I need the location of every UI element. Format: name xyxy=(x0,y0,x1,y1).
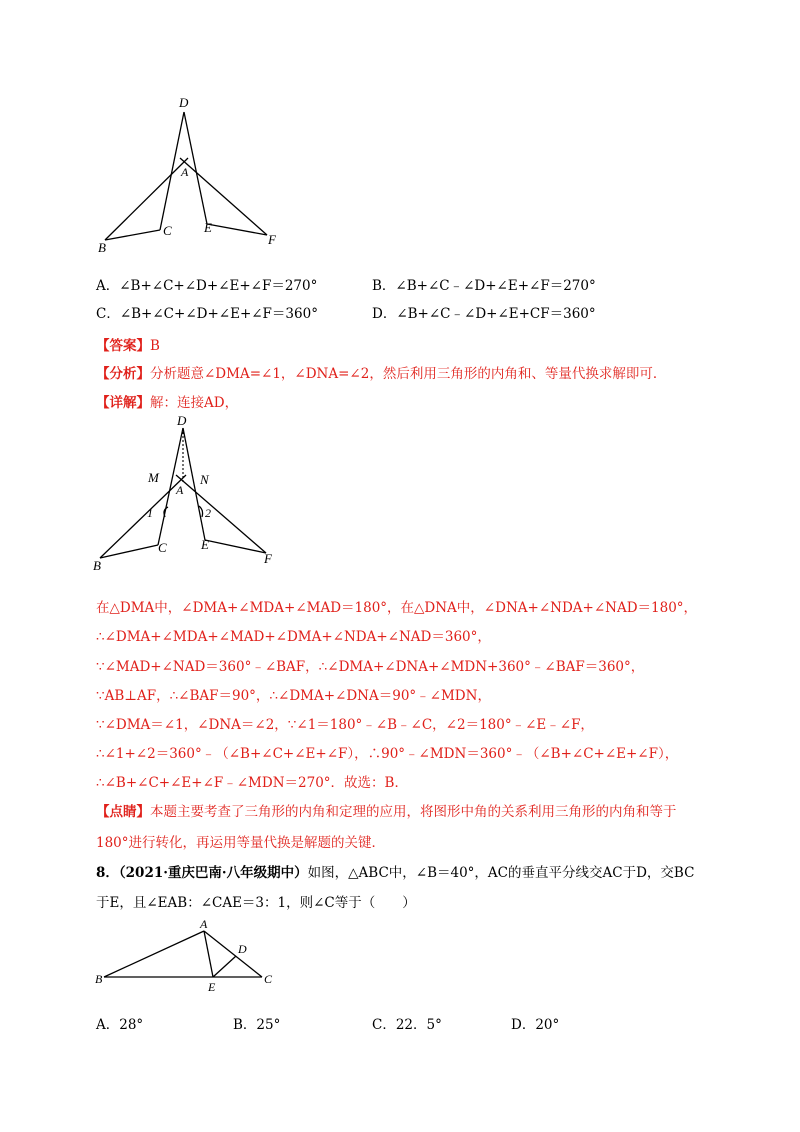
label-F: F xyxy=(264,551,272,566)
q8-option-a[interactable]: A．28° xyxy=(96,1017,144,1033)
label-B: B xyxy=(95,972,103,986)
label-1: 1 xyxy=(147,506,153,520)
solution-line-4: ∵AB⊥AF，∴∠BAF＝90°，∴∠DMA+∠DNA＝90°﹣∠MDN， xyxy=(96,688,491,704)
label-C: C xyxy=(158,540,167,555)
q8-option-b[interactable]: B．25° xyxy=(233,1017,281,1033)
solution-line-3: ∵∠MAD+∠NAD＝360°﹣∠BAF，∴∠DMA+∠DNA+∠MDN+360°﹣∠BAF＝360°， xyxy=(96,659,645,675)
option-d[interactable]: D．∠B+∠C﹣∠D+∠E+CF＝360° xyxy=(372,306,596,322)
line-BA xyxy=(104,931,204,977)
q8-option-c[interactable]: C．22．5° xyxy=(372,1017,442,1033)
label-E: E xyxy=(204,220,212,235)
solution-line-2: ∴∠DMA+∠MDA+∠MAD+∠DMA+∠NDA+∠NAD＝360°， xyxy=(96,629,491,645)
detail-tag: 【详解】 xyxy=(96,395,150,411)
analysis-line xyxy=(96,362,666,382)
label-D: D xyxy=(179,95,189,110)
line-BC xyxy=(100,545,158,558)
option-a[interactable]: A．∠B+∠C+∠D+∠E+∠F＝270° xyxy=(96,278,318,294)
label-M: M xyxy=(148,470,159,485)
label-D: D xyxy=(238,942,247,956)
line-AE xyxy=(204,931,213,977)
option-c[interactable]: C．∠B+∠C+∠D+∠E+∠F＝360° xyxy=(96,306,318,322)
comment-text-1: 本题主要考查了三角形的内角和定理的应用，将图形中角的关系利用三角形的内角和等于 xyxy=(150,804,677,820)
question-8-text-1: 如图，△ABC中，∠B＝40°，AC的垂直平分线交AC于D，交BC xyxy=(307,865,695,881)
label-F: F xyxy=(268,232,276,247)
label-A: A xyxy=(176,483,184,497)
line-AC xyxy=(204,931,262,977)
solution-line-5: ∵∠DMA＝∠1，∠DNA＝∠2，∵∠1＝180°﹣∠B﹣∠C，∠2＝180°﹣∠E﹣∠F， xyxy=(96,717,594,733)
solution-line-7: ∴∠B+∠C+∠E+∠F﹣∠MDN＝270°．故选：B． xyxy=(96,775,408,791)
label-A: A xyxy=(200,917,208,931)
figure-3 xyxy=(92,915,292,995)
label-D: D xyxy=(177,413,187,428)
comment-line-1 xyxy=(96,800,677,820)
question-8-number: 8． xyxy=(96,865,119,881)
line-FE xyxy=(205,540,266,553)
label-C: C xyxy=(264,972,273,986)
analysis-text: 分析题意∠DMA=∠1，∠DNA=∠2，然后利用三角形的内角和、等量代换求解即可． xyxy=(150,366,667,382)
line-FE xyxy=(207,224,267,235)
label-B: B xyxy=(93,558,101,573)
figure-2 xyxy=(88,410,288,575)
label-2: 2 xyxy=(205,506,211,520)
answer-line xyxy=(96,334,160,354)
label-C: C xyxy=(163,223,172,238)
line-FA xyxy=(176,475,266,553)
answer-value: B xyxy=(150,338,160,354)
label-E: E xyxy=(208,980,216,994)
question-8-line-2: 于E，且∠EAB：∠CAE＝3：1，则∠C等于（ ） xyxy=(96,895,416,911)
label-N: N xyxy=(200,472,209,487)
angle-1-arc xyxy=(164,507,168,517)
option-b[interactable]: B．∠B+∠C﹣∠D+∠E+∠F＝270° xyxy=(372,278,596,294)
label-E: E xyxy=(201,537,209,552)
q8-option-d[interactable]: D．20° xyxy=(511,1017,560,1033)
detail-text: 解：连接AD， xyxy=(150,395,239,411)
line-BA xyxy=(100,475,186,558)
analysis-tag: 【分析】 xyxy=(96,366,150,382)
line-ED xyxy=(213,956,236,977)
figure-1 xyxy=(90,92,290,257)
line-BA xyxy=(105,158,188,240)
comment-line-2: 180°进行转化，再运用等量代换是解题的关键． xyxy=(96,835,386,851)
label-B: B xyxy=(98,240,106,255)
question-8-source: （2021·重庆巴南·八年级期中） xyxy=(118,865,308,881)
comment-tag: 【点睛】 xyxy=(96,804,150,820)
line-FA xyxy=(180,158,267,235)
answer-tag: 【答案】 xyxy=(96,338,150,354)
question-8-line-1 xyxy=(96,861,694,881)
detail-line xyxy=(96,391,238,411)
solution-line-6: ∴∠1+∠2＝360°﹣（∠B+∠C+∠E+∠F），∴90°﹣∠MDN＝360°﹣（∠B+∠C+∠E+∠F）， xyxy=(96,746,679,762)
solution-line-1: 在△DMA中，∠DMA+∠MDA+∠MAD＝180°，在△DNA中，∠DNA+∠NDA+∠NAD＝180°， xyxy=(96,600,698,616)
label-A: A xyxy=(181,165,189,179)
